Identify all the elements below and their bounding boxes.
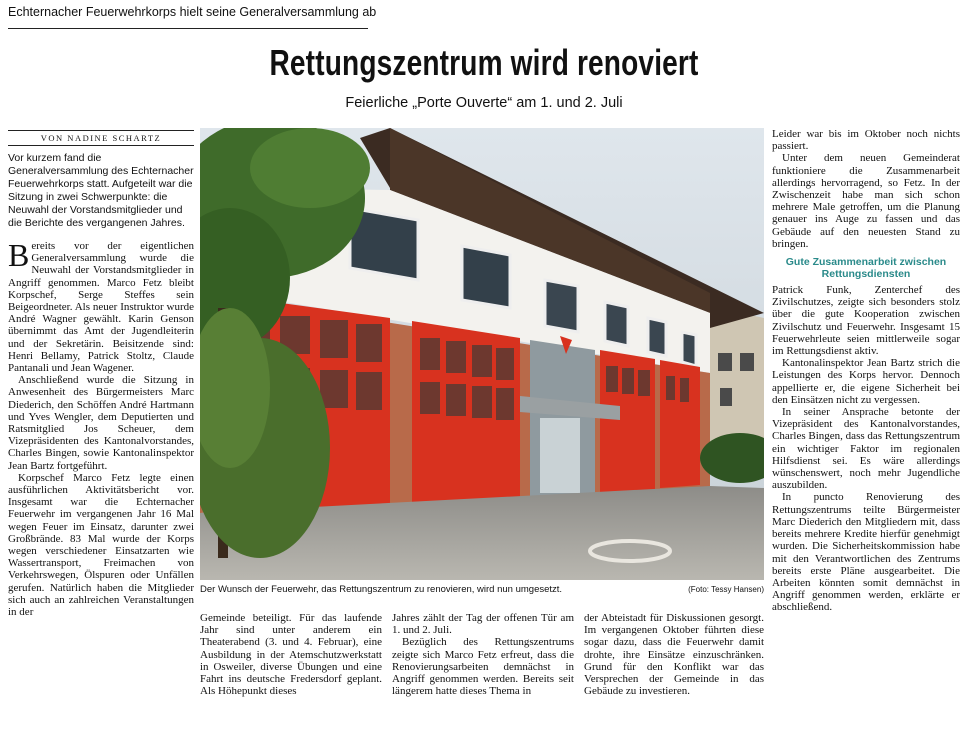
col5-paragraph-1: Leider war bis im Oktober noch nichts passiert.	[772, 128, 960, 153]
lead-paragraph: Vor kurzem fand die Generalversammlung des Echternacher Feuerwehrkorps statt. Aufgeteilt war die Sitzung in zwei Schwerpunkte: die Neuwahl der Vorstandsmitglieder und die Berichte des vergangenen Jahres.	[8, 152, 194, 229]
photo-credit: (Foto: Tessy Hansen)	[688, 585, 764, 594]
col4-paragraph: der Abteistadt für Diskussionen gesorgt. Im vergangenen Oktober führten diese sogar dazu, dass die Feuerwehr damit drohte, ihre Einsätze einzuschränken. Grund für den Konflikt war das Versprechen der Gemeinde in das Gebäude zu investieren.	[584, 612, 764, 698]
headline: Rettungszentrum wird renoviert	[269, 42, 699, 83]
section-subheading: Gute Zusammenarbeit zwischen Rettungsdiensten	[785, 256, 947, 281]
fire-station-photo	[200, 128, 764, 580]
kicker-underline	[8, 28, 368, 29]
article-column-4	[584, 612, 764, 730]
col1-p1-text: ereits vor der eigentlichen Generalversammlung wurde die Neuwahl der Vorstandsmitglieder in Angriff genommen. Marco Fetz bleibt Korpschef, Serge Steffes sein Beigeordneter. Als neuer Instruktor wurde André Wagner gewählt. Karin Genson übernimmt das Amt der Jugendleiterin und der Sekretärin. Beisitzende sind: Henri Bellamy, Patrick Stoltz, Claude Pantanali und Jean Wagener.	[8, 240, 194, 375]
col1-paragraph-2: Anschließend wurde die Sitzung in Anwesenheit des Bürgermeisters Marc Diederich, den Schöffen André Hartmann und Yves Wengler, dem Deputierten und Ratsmitglied Jos Scheuer, dem Vizepräsidenten des Kantonalvorstandes, Charles Bingen, sowie Kantonalinspektor Jean Bartz fortgeführt.	[8, 374, 194, 472]
col5-paragraph-4: Kantonalinspektor Jean Bartz strich die Leistungen des Korps hervor. Dennoch appellierte er, die eigene Sicherheit bei den Einsätzen nicht zu vergessen.	[772, 357, 960, 406]
caption-text: Der Wunsch der Feuerwehr, das Rettungszentrum zu renovieren, wird nun umgesetzt.	[200, 584, 563, 595]
subheadline: Feierliche „Porte Ouverte“ am 1. und 2. Juli	[345, 95, 623, 111]
col5-paragraph-3: Patrick Funk, Zenterchef des Zivilschutzes, zeigte sich besonders stolz über die gute Kooperation zwischen Zivilschutz und Feuerwehr. Insgesamt 15 Feuerwehrleute seien mittlerweile sogar im Rettungsdienst aktiv.	[772, 284, 960, 358]
article-column-3	[392, 612, 574, 730]
col2-paragraph: Gemeinde beteiligt. Für das laufende Jahr sind unter anderem ein Theaterabend (3. und 4. Februar), eine Ausbildung in der Atemschutzwerkstatt in Osweiler, diverse Übungen und eine Fahrt ins deutsche Fredersdorf geplant. Als Höhepunkt dieses	[200, 612, 382, 698]
dropcap: B	[8, 240, 30, 273]
col5-paragraph-6: In puncto Renovierung des Rettungszentrums teilte Bürgermeister Marc Diederich den Mitgliedern mit, dass bereits mehrere Kredite hierfür genehmigt wurden. Die Sicherheitskommission habe mit den Verantwortlichen des Zentrums bereits erste Pläne ausgearbeitet. Die Arbeiten könnten somit demnächst in Angriff genommen werden, erklärte er abschließend.	[772, 491, 960, 614]
photo-caption	[200, 584, 764, 595]
col3-paragraph-2: Bezüglich des Rettungszentrums zeigte sich Marco Fetz erfreut, dass die Renovierungsarbeiten demnächst in Angriff genommen werden. Bereits seit längerem hatte dieses Thema in	[392, 636, 574, 698]
kicker: Echternacher Feuerwehrkorps hielt seine Generalversammlung ab	[8, 5, 377, 19]
article-column-2	[200, 612, 382, 730]
col5-paragraph-5: In seiner Ansprache betonte der Vizepräsident des Kantonalvorstandes, Charles Bingen, dass das Rettungszentrum ein wichtiger Faktor im regionalen Hilfsdienst sei. Es wäre allerdings wünschenswert, noch mehr Jugendliche auszubilden.	[772, 406, 960, 492]
byline: VON NADINE SCHARTZ	[8, 130, 194, 146]
article-column-5	[772, 128, 960, 730]
col3-paragraph-1: Jahres zählt der Tag der offenen Tür am 1. und 2. Juli.	[392, 612, 574, 637]
col1-paragraph-1	[8, 240, 194, 374]
col5-paragraph-2: Unter dem neuen Gemeinderat funktioniere die Zusammenarbeit allerdings hervorragend, so Fetz. In der Zwischenzeit habe man sich schon mehrere Male getroffen, um die Planung genauer ins Auge zu fassen und das Gebäude auf den neuesten Stand zu bringen.	[772, 152, 960, 250]
article-column-1	[8, 240, 194, 730]
col1-paragraph-3: Korpschef Marco Fetz legte einen ausführlichen Aktivitätsbericht vor. Insgesamt war die Echternacher Feuerwehr im vergangenen Jahr 16 Mal wegen Feuer im Einsatz, darunter zwei Großbrände. 83 Mal wurde der Korps wegen verschiedener Einsatzarten wie Wassertransport, Freimachen von Verkehrswegen, Ölspuren oder Unfällen gerufen. Natürlich haben die Mitglieder sich auch an zahlreichen Veranstaltungen in der	[8, 471, 194, 619]
